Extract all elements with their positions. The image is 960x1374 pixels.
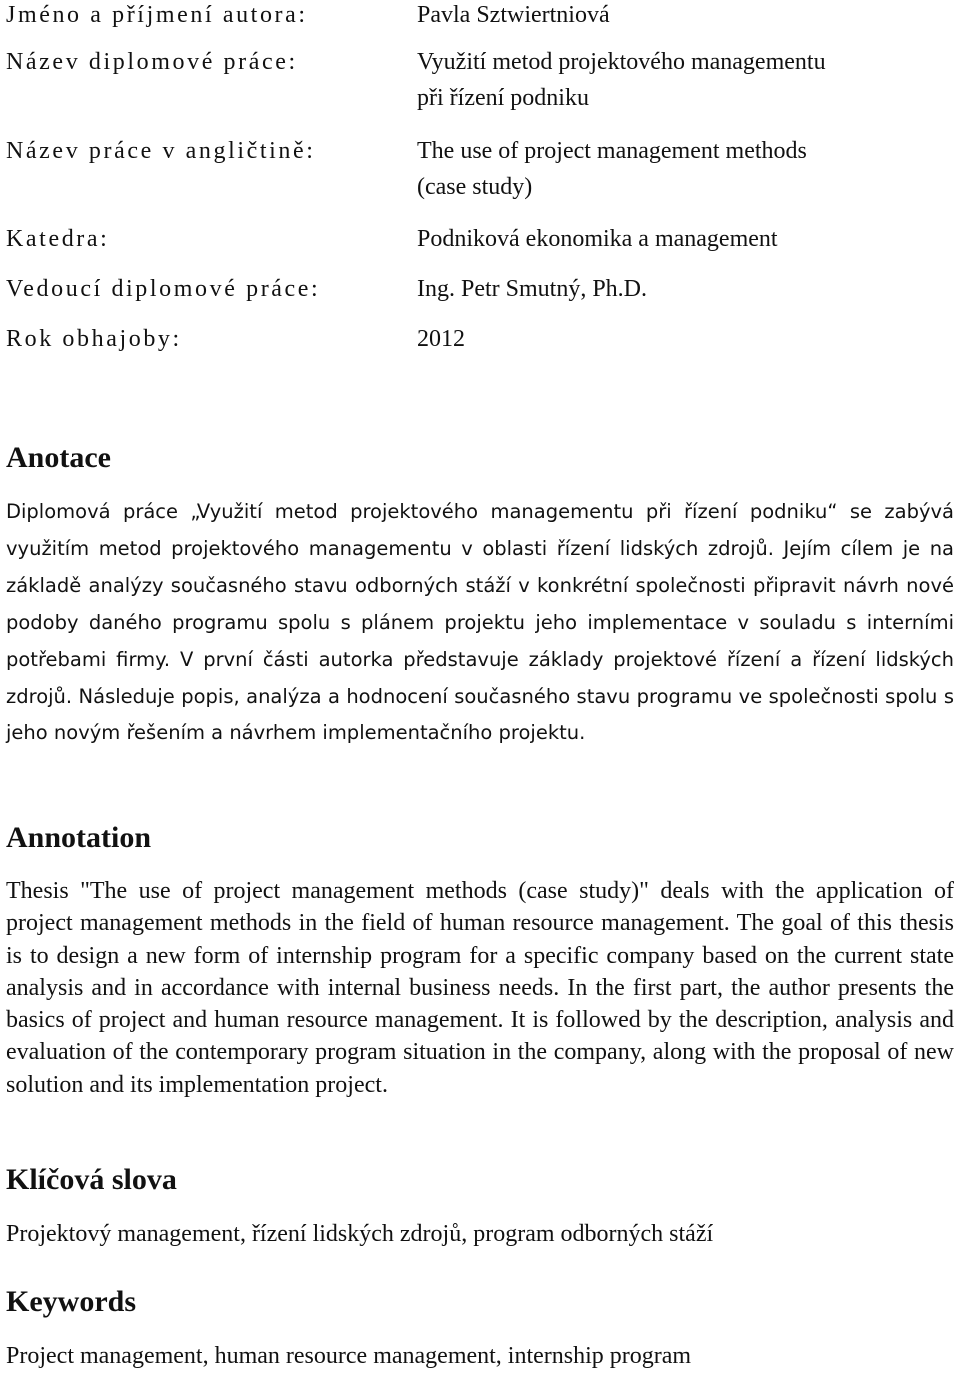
klicova-slova-heading: Klíčová slova: [6, 1163, 177, 1196]
title-label: Název diplomové práce:: [6, 49, 298, 75]
supervisor-label: Vedoucí diplomové práce:: [6, 276, 321, 302]
annotation-heading: Annotation: [6, 821, 152, 854]
supervisor-name: Ing. Petr Smutný, Ph.D.: [417, 276, 648, 302]
supervisor-value: [417, 271, 647, 307]
title-en-value-line1: The use of project management methods: [417, 138, 807, 164]
title-value-line2: při řízení podniku: [417, 85, 589, 111]
anotace-heading: Anotace: [6, 441, 111, 474]
author-label: Jméno a příjmení autora:: [6, 2, 308, 28]
department-label: Katedra:: [6, 226, 110, 252]
klicova-slova-text: Projektový management, řízení lidských zdrojů, program odborných stáží: [6, 1221, 714, 1247]
author-name: Pavla Sztwiertniová: [417, 2, 610, 28]
keywords-text: Project management, human resource management, internship program: [6, 1343, 692, 1369]
defense-year-value: [417, 321, 465, 357]
department-name: Podniková ekonomika a management: [417, 226, 778, 252]
department-value: [417, 221, 778, 257]
title-en-value-line2: (case study): [417, 174, 533, 200]
keywords-heading: Keywords: [6, 1285, 136, 1318]
title-en-label: Název práce v angličtině:: [6, 138, 316, 164]
title-value-line1: Využití metod projektového managementu: [417, 49, 826, 75]
author-value: [417, 0, 610, 33]
defense-year-label: Rok obhajoby:: [6, 326, 182, 352]
annotation-text: Thesis "The use of project management methods (case study)" deals with the application of project management methods in the field of human resource management. The goal of this thesis is to design a new form of internship program for a specific company based on the current state analysis and in accordance with internal business needs. In the first part, the author presents the basics of project and human resource management. It is followed by the description, analysis and evaluation of the contemporary program situation in the company, along with the proposal of new solution and its implementation project.: [6, 878, 954, 1098]
title-value: [417, 44, 826, 116]
defense-year: 2012: [417, 326, 465, 352]
title-en-value: [417, 133, 807, 205]
anotace-text: Diplomová práce „Využití metod projektového managementu při řízení podniku“ se zabývá využitím metod projektového managementu v oblasti řízení lidských zdrojů. Jejím cílem je na základě analýzy současného stavu odborných stáží v konkrétní společnosti připravit návrh nové podoby daného programu spolu s plánem projektu jeho implementace v souladu s interními potřebami firmy. V první části autorka představuje základy projektové řízení a řízení lidských zdrojů. Následuje popis, analýza a hodnocení současného stavu programu ve společnosti spolu s jeho novým řešením a návrhem implementačního projektu.: [6, 500, 954, 745]
